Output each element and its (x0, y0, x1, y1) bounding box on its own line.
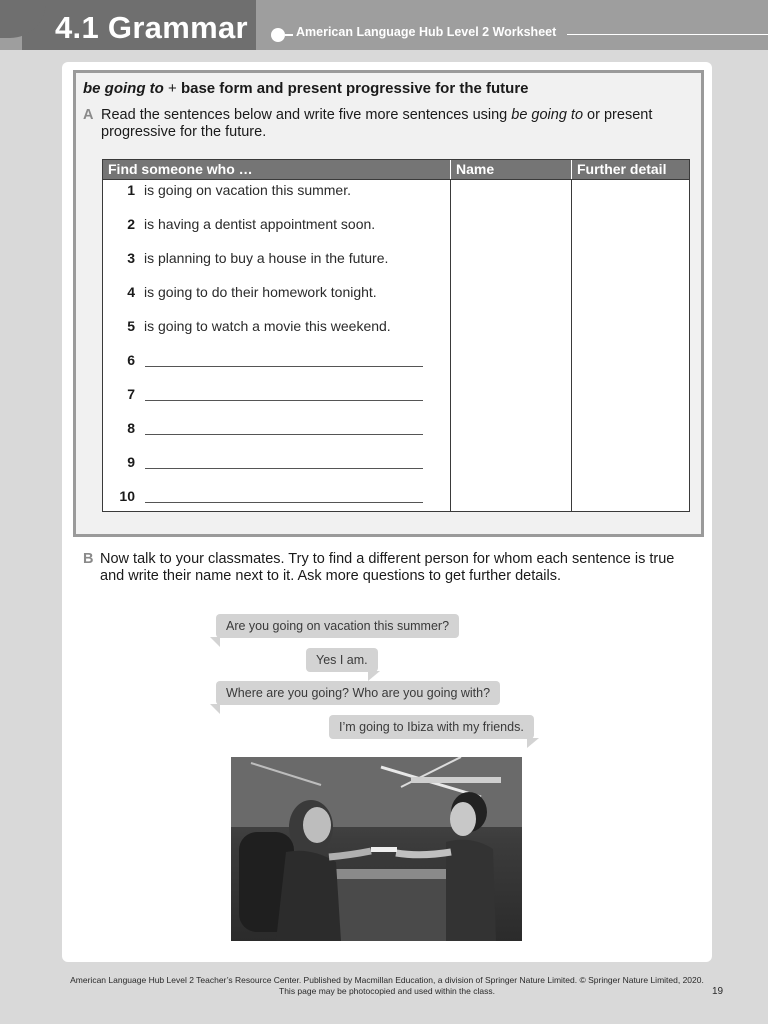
header-divider-white (571, 160, 572, 179)
section-b-instruction: Now talk to your classmates. Try to find a different person for whom each sentence is true and write their name next to it. Ask more questions to get further details. (100, 551, 675, 584)
row-number: 7 (127, 386, 135, 402)
write-in-line[interactable] (145, 400, 423, 401)
section-b-letter: B (83, 551, 94, 567)
photo-person-body (276, 851, 341, 941)
series-bullet-icon (271, 28, 285, 42)
row-number: 6 (127, 352, 135, 368)
series-tick (285, 34, 293, 36)
photo-person-face (303, 807, 331, 843)
photo-person-arm (396, 852, 451, 855)
header-divider (103, 179, 689, 180)
row-number: 4 (127, 284, 135, 300)
row-number: 8 (127, 420, 135, 436)
airport-checkin-photo (231, 757, 522, 941)
row-number: 10 (119, 488, 135, 504)
column-header-find: Find someone who … (108, 161, 253, 177)
section-a-instruction: Read the sentences below and write five more sentences using be going to or present progressive for the future. (101, 107, 653, 140)
write-in-line[interactable] (145, 468, 423, 469)
row-number: 5 (127, 318, 135, 334)
speech-bubble-tail (210, 704, 220, 714)
speech-bubble: I’m going to Ibiza with my friends. (329, 715, 534, 739)
speech-bubble-tail (368, 671, 380, 681)
row-number: 2 (127, 216, 135, 232)
speech-bubble: Are you going on vacation this summer? (216, 614, 459, 638)
row-sentence: is planning to buy a house in the future. (144, 250, 389, 266)
row-sentence: is going to watch a movie this weekend. (144, 318, 391, 334)
section-a-heading: be going to + base form and present progressive for the future (83, 80, 529, 97)
photo-person-face (450, 802, 476, 836)
page-number: 19 (712, 986, 724, 997)
write-in-line[interactable] (145, 434, 423, 435)
photo-illustration (231, 757, 522, 941)
row-sentence: is having a dentist appointment soon. (144, 216, 376, 232)
section-a-letter: A (83, 107, 94, 123)
speech-bubble: Yes I am. (306, 648, 378, 672)
footer-copyright: American Language Hub Level 2 Teacher’s Resource Center. Published by Macmillan Education, a division of Springer Nature Limited. © Springer Nature Limited, 2020. This page may be photocopied and used within the class. (70, 975, 704, 996)
row-number: 3 (127, 250, 135, 266)
photo-ticket (371, 847, 397, 852)
header-rule (567, 34, 768, 35)
speech-bubble: Where are you going? Who are you going with? (216, 681, 500, 705)
row-sentence: is going to do their homework tonight. (144, 284, 377, 300)
find-someone-table (102, 159, 690, 512)
page-title: 4.1 Grammar (55, 10, 248, 45)
photo-light (411, 777, 501, 783)
column-divider (450, 160, 451, 511)
photo-person-body (446, 840, 496, 941)
write-in-line[interactable] (145, 366, 423, 367)
series-title: American Language Hub Level 2 Worksheet (296, 25, 557, 39)
column-header-name: Name (456, 161, 495, 177)
row-number: 1 (127, 182, 135, 198)
speech-bubble-tail (210, 637, 220, 647)
row-sentence: is going on vacation this summer. (144, 182, 351, 198)
write-in-line[interactable] (145, 502, 423, 503)
row-number: 9 (127, 454, 135, 470)
column-header-detail: Further detail (577, 161, 667, 177)
photo-person-arm (329, 851, 371, 857)
column-divider (571, 160, 572, 511)
speech-bubble-tail (527, 738, 539, 748)
header-divider-white (450, 160, 451, 179)
